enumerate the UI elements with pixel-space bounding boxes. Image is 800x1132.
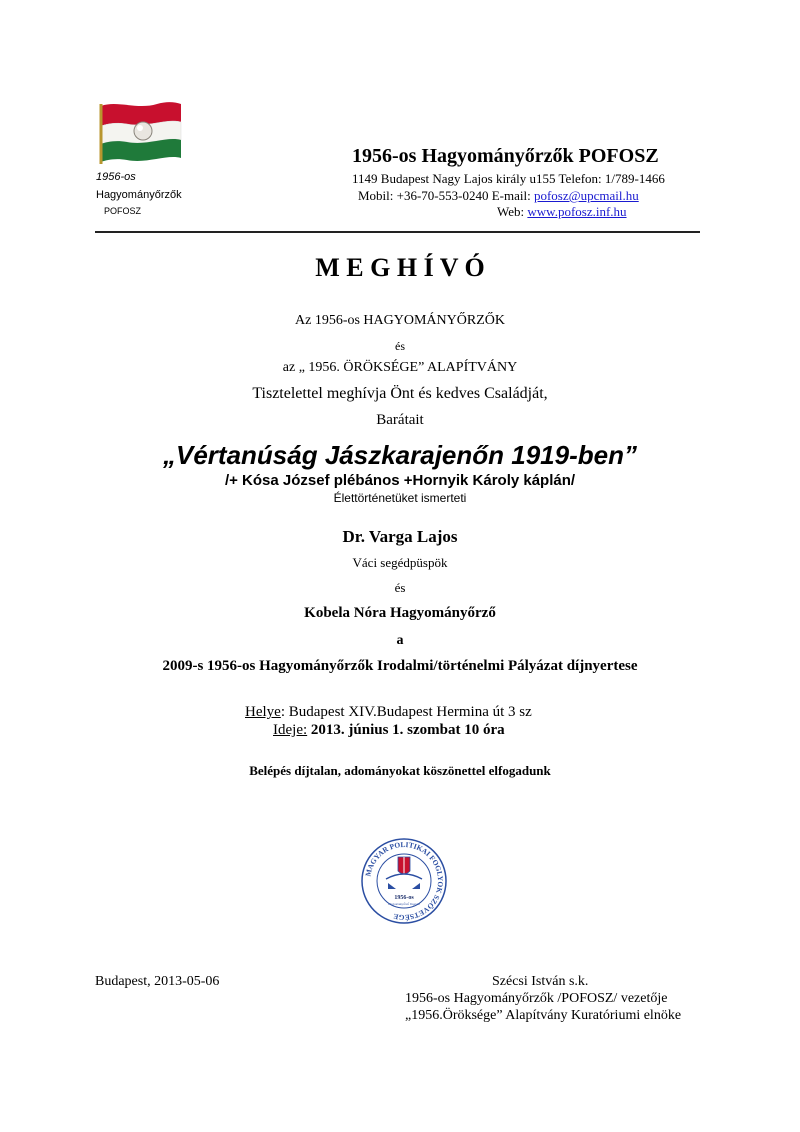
logo-caption-3: POFOSZ — [104, 206, 142, 216]
inviter-line-2: és — [395, 339, 405, 353]
speaker-1-role: Váci segédpüspök — [352, 555, 448, 570]
header-divider — [95, 231, 700, 233]
speaker-1: Dr. Varga Lajos — [342, 527, 458, 546]
web-link[interactable]: www.pofosz.inf.hu — [527, 204, 627, 219]
pofosz-seal — [360, 837, 448, 925]
and-text: és — [394, 580, 406, 595]
seal-inner-text: Hagyományőrző Tagozat — [388, 902, 420, 906]
signer-role-2: „1956.Öröksége” Alapítvány Kuratóriumi elnöke — [405, 1008, 682, 1023]
a-text: a — [396, 633, 404, 648]
flag-logo — [97, 98, 185, 164]
time-value: 2013. június 1. szombat 10 óra — [310, 722, 505, 738]
entry-note: Belépés díjtalan, adományokat köszönettel elfogadunk — [249, 763, 551, 778]
seal-ring-text: MAGYAR POLITIKAI FOGLYOK SZÖVETSÉGE — [363, 839, 446, 923]
signer-name: Szécsi István s.k. — [492, 974, 589, 989]
event-note: Élettörténetüket ismerteti — [333, 491, 467, 505]
place-value: : Budapest XIV.Budapest Hermina út 3 sz — [280, 704, 532, 720]
hungarian-flag-icon — [97, 98, 185, 164]
inviter-line-1: Az 1956-os HAGYOMÁNYŐRZŐK — [295, 313, 505, 328]
mobile-text: Mobil: +36-70-553-0240 E-mail: — [358, 188, 534, 203]
seal-year: 1956-os — [394, 895, 414, 901]
speaker-2: Kobela Nóra Hagyományőrző — [304, 605, 496, 621]
event-subtitle: /+ Kósa József plébános +Hornyik Károly káplán/ — [224, 472, 576, 489]
logo-caption-2: Hagyományőrzők — [96, 189, 182, 201]
logo-caption-1: 1956-os — [96, 171, 136, 183]
signer-role-1: 1956-os Hagyományőrzők /POFOSZ/ vezetője — [405, 991, 668, 1006]
time-line — [273, 722, 505, 739]
time-label: Ideje: — [273, 722, 308, 738]
place-label: Helye — [245, 704, 281, 720]
event-title: „Vértanúság Jászkarajenőn 1919-ben” — [163, 440, 637, 470]
contact-line — [358, 188, 639, 204]
inviter-line-3: az „ 1956. ÖRÖKSÉGE” ALAPÍTVÁNY — [282, 360, 518, 375]
inviter-line-5: Barátait — [376, 412, 424, 428]
web-label: Web: — [497, 204, 528, 219]
award-line: 2009-s 1956-os Hagyományőrzők Irodalmi/történelmi Pályázat díjnyertese — [162, 658, 638, 674]
email-link[interactable]: pofosz@upcmail.hu — [533, 188, 639, 203]
org-name: 1956-os Hagyományőrzők POFOSZ — [352, 145, 659, 167]
address-line: 1149 Budapest Nagy Lajos király u155 Telefon: 1/789-1466 — [352, 171, 665, 186]
place-line — [245, 704, 532, 721]
invitation-title: M E G H Í V Ó — [315, 253, 485, 282]
place-date: Budapest, 2013-05-06 — [95, 974, 220, 989]
inviter-line-4: Tisztelettel meghívja Önt és kedves Családját, — [252, 385, 548, 402]
web-line — [497, 204, 627, 220]
